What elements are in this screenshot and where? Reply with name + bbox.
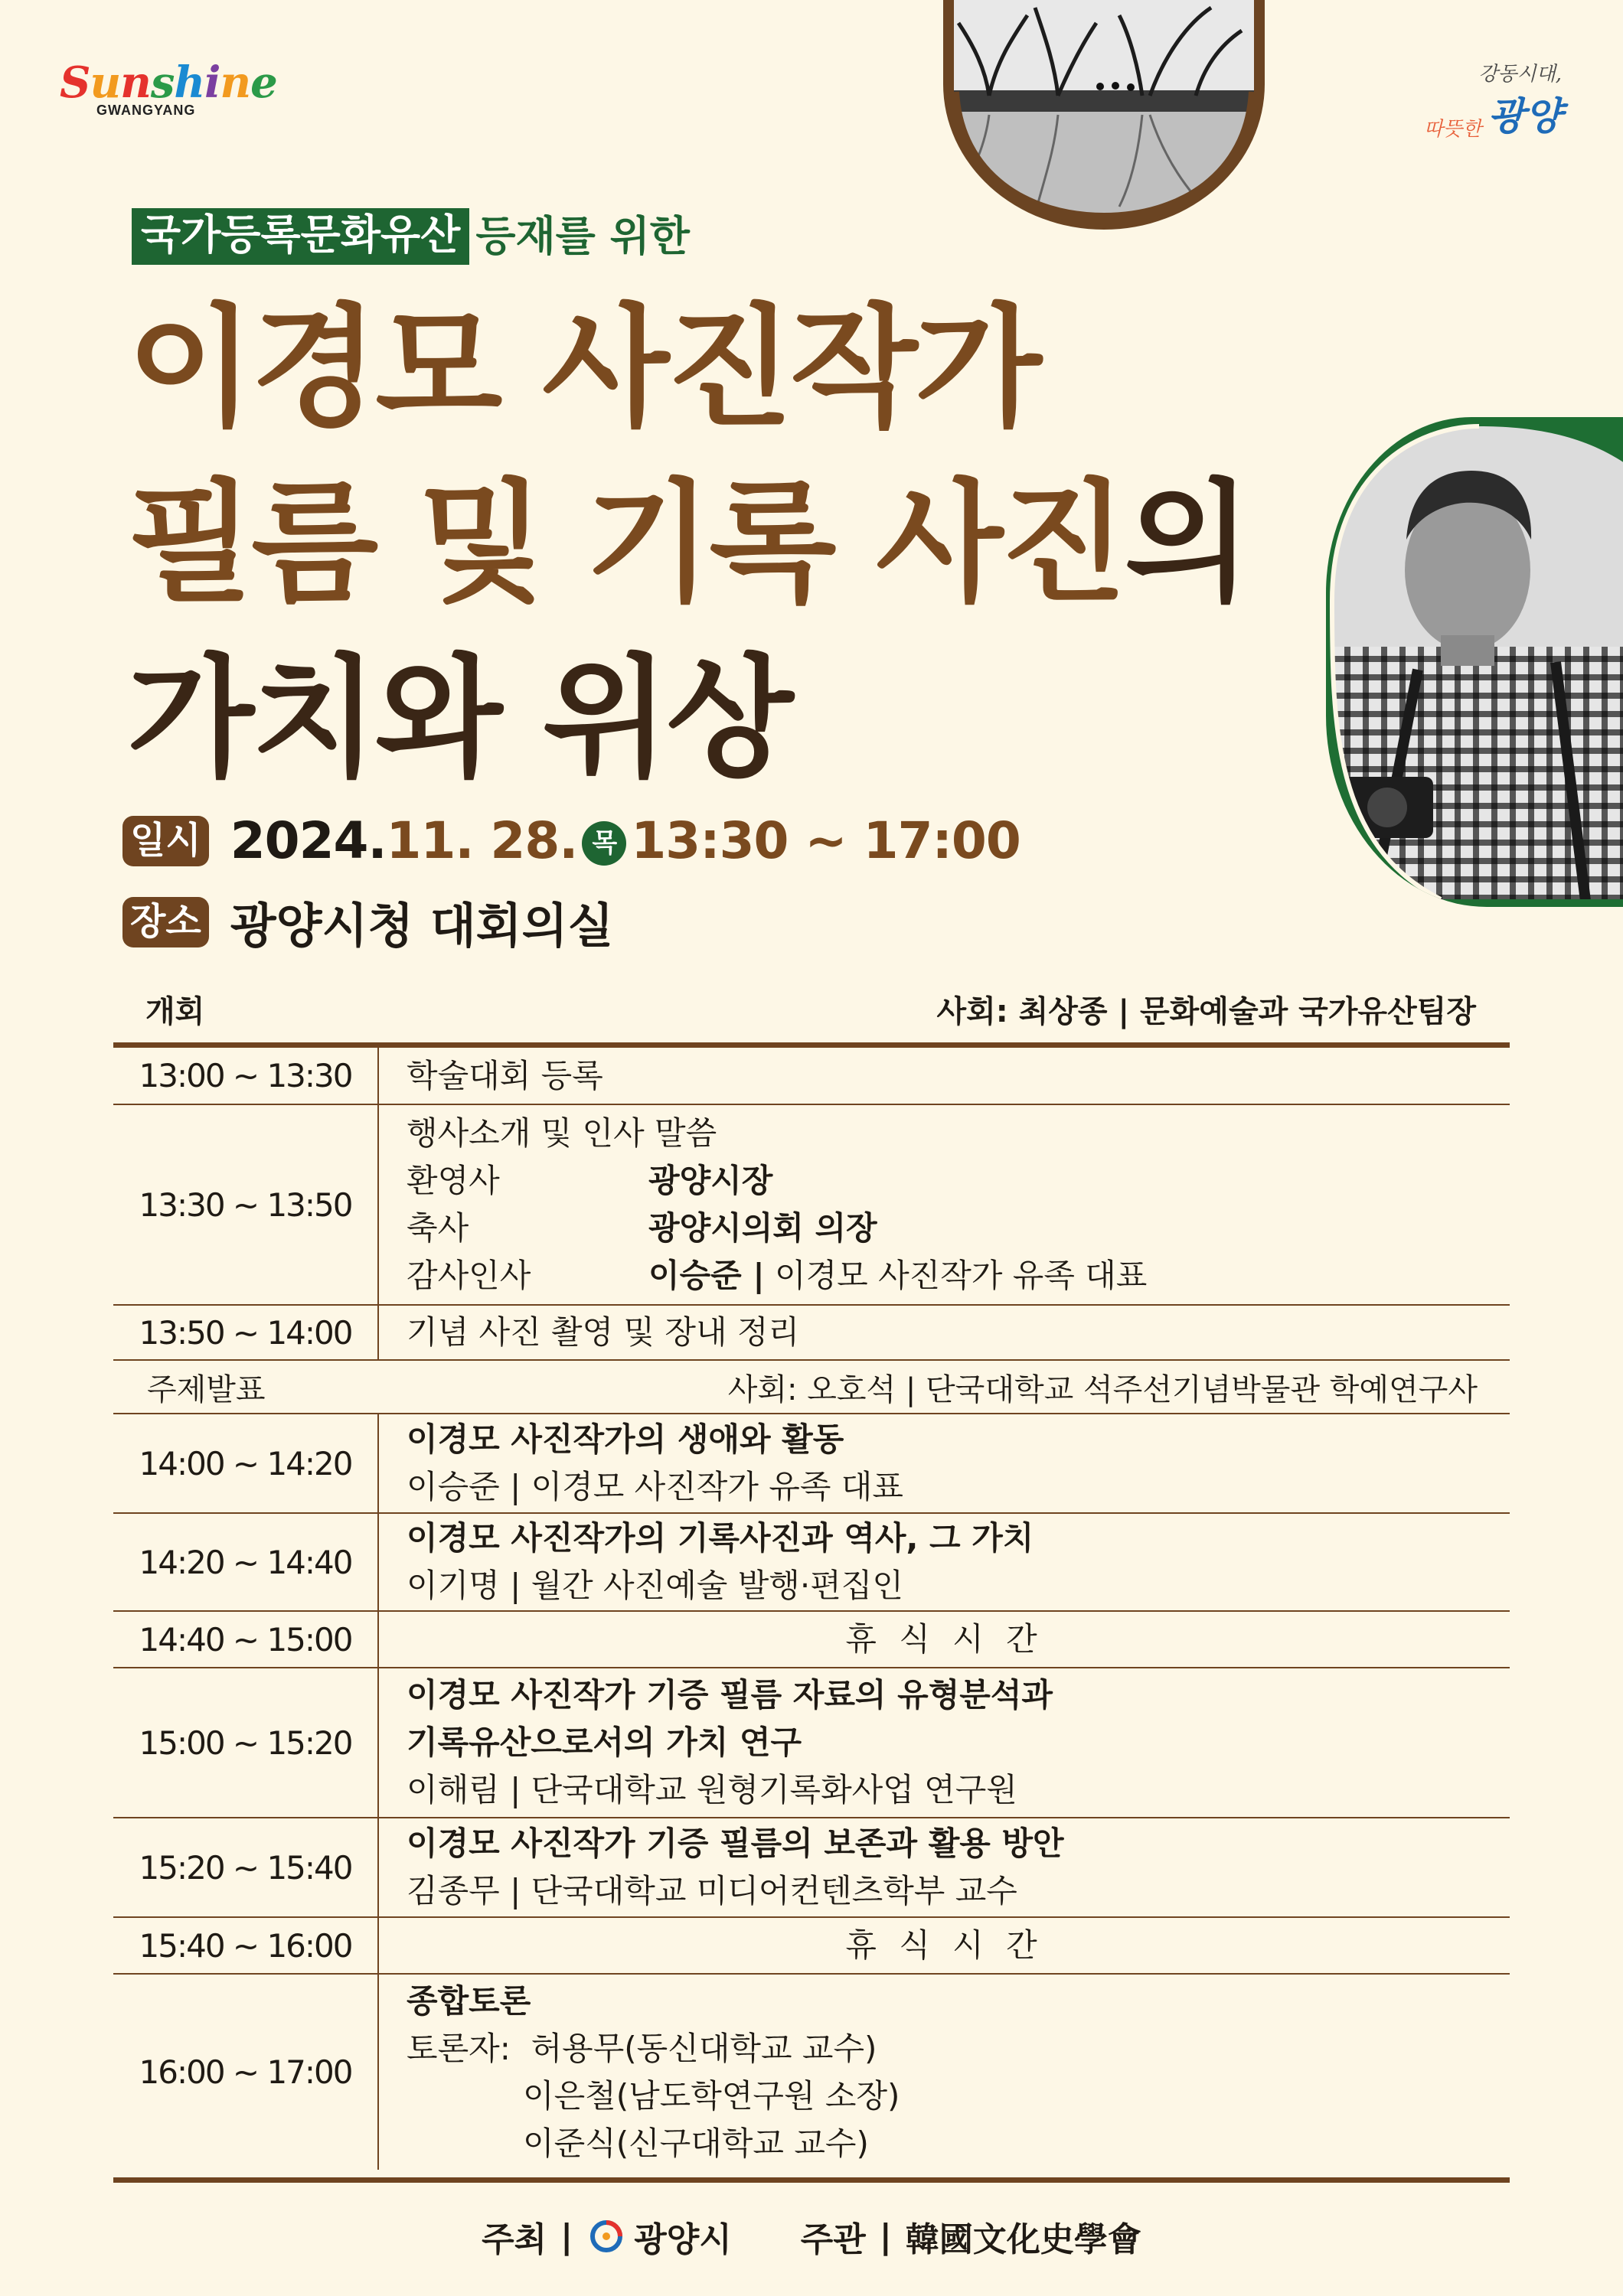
day-badge: 목 bbox=[582, 821, 626, 866]
sunshine-logo-word: Sunshine bbox=[60, 57, 277, 108]
place-value: 광양시청 대회의실 bbox=[230, 898, 614, 954]
title-line-1: 이경모 사진작가 bbox=[127, 291, 1039, 445]
date-row bbox=[122, 811, 1020, 870]
greeting-item: 환영사 광양시장 bbox=[407, 1162, 773, 1199]
title-line-2-main: 필름 및 기록 사진 bbox=[127, 466, 1125, 620]
panelist: 토론자: 허용무(동신대학교 교수) bbox=[407, 2029, 877, 2067]
opening-host: 사회: 최상종 | 문화예술과 국가유산팀장 bbox=[936, 994, 1476, 1029]
talk-speaker: 이기명 | 월간 사진예술 발행·편집인 bbox=[407, 1567, 903, 1604]
title-line-2-suffix: 의 bbox=[1124, 466, 1249, 620]
portrait-photo bbox=[1326, 417, 1623, 907]
row-time: 15:00 ~ 15:20 bbox=[113, 1668, 378, 1818]
row-time: 14:20 ~ 14:40 bbox=[113, 1513, 378, 1611]
talk-title: 이경모 사진작가 기증 필름 자료의 유형분석과 bbox=[407, 1676, 1053, 1714]
table-row bbox=[113, 1611, 1510, 1668]
table-row bbox=[113, 1818, 1510, 1917]
row-content bbox=[378, 1104, 1510, 1305]
table-row bbox=[113, 1668, 1510, 1818]
separator: | bbox=[879, 2216, 892, 2256]
break-label: 휴 식 시 간 bbox=[378, 1917, 1510, 1974]
row-time: 14:40 ~ 15:00 bbox=[113, 1611, 378, 1668]
date-label: 일시 bbox=[122, 816, 209, 866]
table-bottom-rule bbox=[113, 2177, 1510, 2183]
subtitle-line bbox=[132, 208, 690, 265]
footer bbox=[0, 2212, 1623, 2261]
talk-speaker: 이해림 | 단국대학교 원형기록화사업 연구원 bbox=[407, 1771, 1017, 1808]
row-time: 13:00 ~ 13:30 bbox=[113, 1048, 378, 1104]
greeting-item: 감사인사 이승준 | 이경모 사진작가 유족 대표 bbox=[407, 1257, 1148, 1294]
panelist: 이은철(남도학연구원 소장) bbox=[523, 2076, 900, 2115]
slogan-small-1: 강동시대, bbox=[1478, 63, 1562, 86]
talk-title: 이경모 사진작가의 기록사진과 역사, 그 가치 bbox=[407, 1519, 1034, 1557]
presentation-header bbox=[113, 1360, 1510, 1414]
landscape-photo bbox=[943, 0, 1265, 230]
row-title: 행사소개 및 인사 말씀 bbox=[407, 1114, 717, 1152]
title-line-3: 가치와 위상 bbox=[127, 641, 791, 795]
presentation-label: 주제발표 bbox=[147, 1371, 266, 1407]
talk-speaker: 이승준 | 이경모 사진작가 유족 대표 bbox=[407, 1468, 903, 1505]
row-time: 14:00 ~ 14:20 bbox=[113, 1414, 378, 1513]
break-label: 휴 식 시 간 bbox=[378, 1611, 1510, 1668]
talk-title: 이경모 사진작가의 생애와 활동 bbox=[407, 1420, 844, 1458]
opening-label: 개회 bbox=[145, 994, 205, 1029]
panelist: 이준식(신구대학교 교수) bbox=[523, 2124, 869, 2162]
row-title: 기념 사진 촬영 및 장내 정리 bbox=[378, 1305, 1510, 1360]
table-row bbox=[113, 1104, 1510, 1305]
title-line-2 bbox=[127, 466, 1249, 620]
row-time: 15:40 ~ 16:00 bbox=[113, 1917, 378, 1974]
table-row bbox=[113, 1513, 1510, 1611]
gwangyang-city-icon bbox=[589, 2219, 623, 2253]
greeting-item: 축사 광양시의회 의장 bbox=[407, 1209, 877, 1247]
date-value: 2024.11. 28. 목 13:30 ~ 17:00 bbox=[230, 811, 1020, 870]
table-row bbox=[113, 1048, 1510, 1104]
place-row bbox=[122, 888, 613, 956]
talk-title-2: 기록유산으로서의 가치 연구 bbox=[407, 1724, 802, 1761]
row-time: 15:20 ~ 15:40 bbox=[113, 1818, 378, 1917]
table-row bbox=[113, 1305, 1510, 1360]
discussion-title: 종합토론 bbox=[407, 1981, 531, 2020]
organizer-label: 주관 bbox=[800, 2220, 866, 2259]
separator: | bbox=[560, 2216, 573, 2256]
host-name: 광양시 bbox=[634, 2220, 732, 2259]
presentation-host: 사회: 오호석 | 단국대학교 석주선기념박물관 학예연구사 bbox=[727, 1371, 1478, 1407]
table-row bbox=[113, 1414, 1510, 1513]
slogan-big: 광양 bbox=[1487, 93, 1562, 139]
talk-title: 이경모 사진작가 기증 필름의 보존과 활용 방안 bbox=[407, 1825, 1064, 1862]
subtitle-rest: 등재를 위한 bbox=[475, 212, 690, 260]
table-row bbox=[113, 1974, 1510, 2170]
program-table bbox=[113, 1048, 1510, 2170]
talk-speaker: 김종무 | 단국대학교 미디어컨텐츠학부 교수 bbox=[407, 1872, 1017, 1910]
slogan-small-2: 따뜻한 bbox=[1424, 118, 1482, 141]
sunshine-gwangyang-logo bbox=[60, 57, 277, 119]
gwangyang-slogan-logo bbox=[1424, 63, 1562, 141]
opening-header bbox=[113, 987, 1510, 1031]
heritage-tag: 국가등록문화유산 bbox=[132, 208, 469, 265]
sunshine-logo-sub: GWANGYANG bbox=[96, 103, 196, 118]
table-row bbox=[113, 1917, 1510, 1974]
table-top-rule bbox=[113, 1042, 1510, 1048]
organizer-name: 韓國文化史學會 bbox=[905, 2220, 1141, 2259]
row-title: 학술대회 등록 bbox=[378, 1048, 1510, 1104]
row-time: 13:30 ~ 13:50 bbox=[113, 1104, 378, 1305]
place-label: 장소 bbox=[122, 897, 209, 947]
row-time: 13:50 ~ 14:00 bbox=[113, 1305, 378, 1360]
host-label: 주최 bbox=[482, 2220, 547, 2259]
row-time: 16:00 ~ 17:00 bbox=[113, 1974, 378, 2170]
